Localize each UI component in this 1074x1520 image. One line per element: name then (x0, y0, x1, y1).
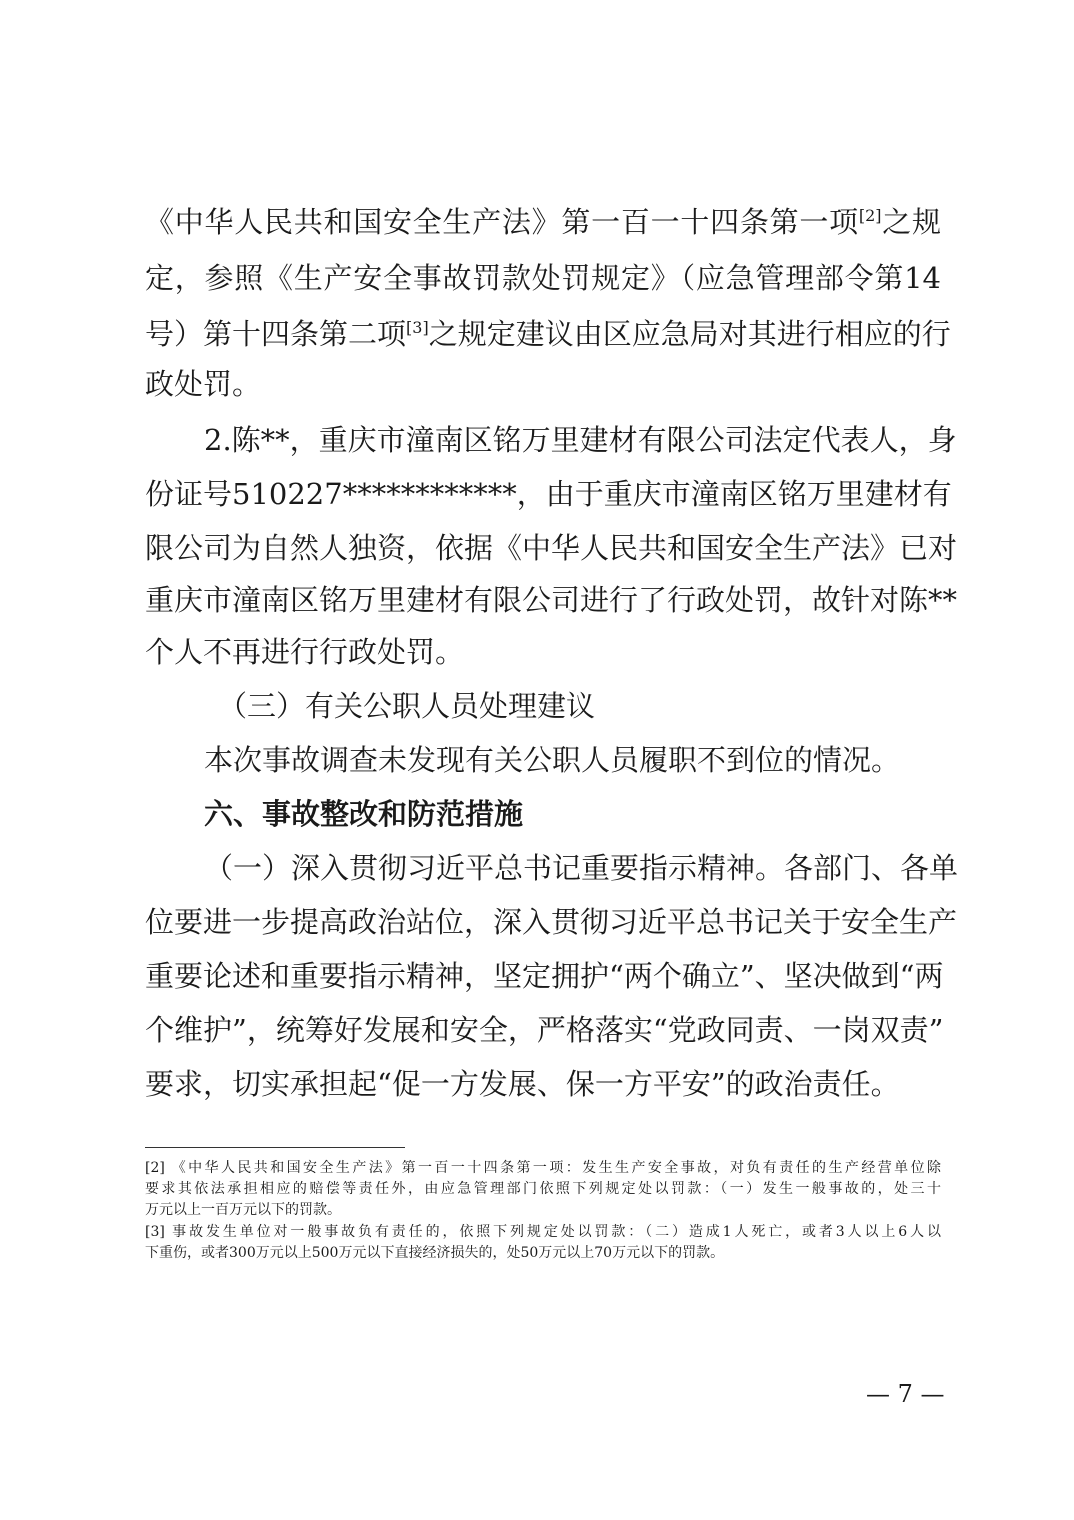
page-number: — 7 — (866, 1380, 945, 1408)
paragraph-line: 要求，切实承担起“促一方发展、保一方平安”的政治责任。 (145, 1067, 900, 1101)
paragraph-line: 个维护”，统筹好发展和安全，严格落实“党政同责、一岗双责” (145, 1013, 944, 1047)
paragraph-line: 份证号510227************，由于重庆市潼南区铭万里建材有 (145, 477, 952, 511)
footnote-ref-2[interactable]: [2] (858, 206, 882, 225)
footnote-2-line: 要求其依法承担相应的赔偿等责任外，由应急管理部门依照下列规定处以罚款：（一）发生一般事故的，处三十 (145, 1181, 941, 1197)
footnote-2-line: [2] 《中华人民共和国安全生产法》第一百一十四条第一项：发生生产安全事故，对负有责任的生产经营单位除 (145, 1160, 941, 1176)
paragraph-line: 《中华人民共和国安全生产法》第一百一十四条第一项[2]之规 (145, 205, 941, 239)
paragraph-line: 位要进一步提高政治站位，深入贯彻习近平总书记关于安全生产 (145, 905, 958, 939)
section-heading: 六、事故整改和防范措施 (204, 797, 524, 831)
paragraph-line: 定，参照《生产安全事故罚款处罚规定》（应急管理部令第14 (145, 261, 941, 295)
footnote-ref-3[interactable]: [3] (406, 318, 429, 337)
paragraph-line: 重要论述和重要指示精神，坚定拥护“两个确立”、坚决做到“两 (145, 959, 944, 993)
paragraph-line: （一）深入贯彻习近平总书记重要指示精神。各部门、各单 (204, 851, 959, 885)
footnote-3-line: [3] 事故发生单位对一般事故负有责任的，依照下列规定处以罚款：（二）造成1人死亡，或者3人以上6人以 (145, 1224, 941, 1240)
footnote-2-line: 万元以上一百万元以下的罚款。 (145, 1202, 341, 1218)
paragraph-line: 2.陈**，重庆市潼南区铭万里建材有限公司法定代表人，身 (204, 423, 957, 457)
paragraph-line: 重庆市潼南区铭万里建材有限公司进行了行政处罚，故针对陈** (145, 583, 958, 617)
paragraph-line: 限公司为自然人独资，依据《中华人民共和国安全生产法》已对 (145, 531, 958, 565)
footnote-divider (145, 1147, 405, 1148)
paragraph-line: 个人不再进行行政处罚。 (145, 635, 465, 669)
footnote-3-line: 下重伤，或者300万元以上500万元以下直接经济损失的，处50万元以上70万元以下的罚款。 (145, 1245, 725, 1261)
subsection-heading: （三）有关公职人员处理建议 (218, 689, 596, 723)
paragraph-line: 号）第十四条第二项[3]之规定建议由区应急局对其进行相应的行 (145, 317, 951, 351)
paragraph-line: 政处罚。 (145, 367, 262, 401)
paragraph-line: 本次事故调查未发现有关公职人员履职不到位的情况。 (204, 743, 901, 777)
